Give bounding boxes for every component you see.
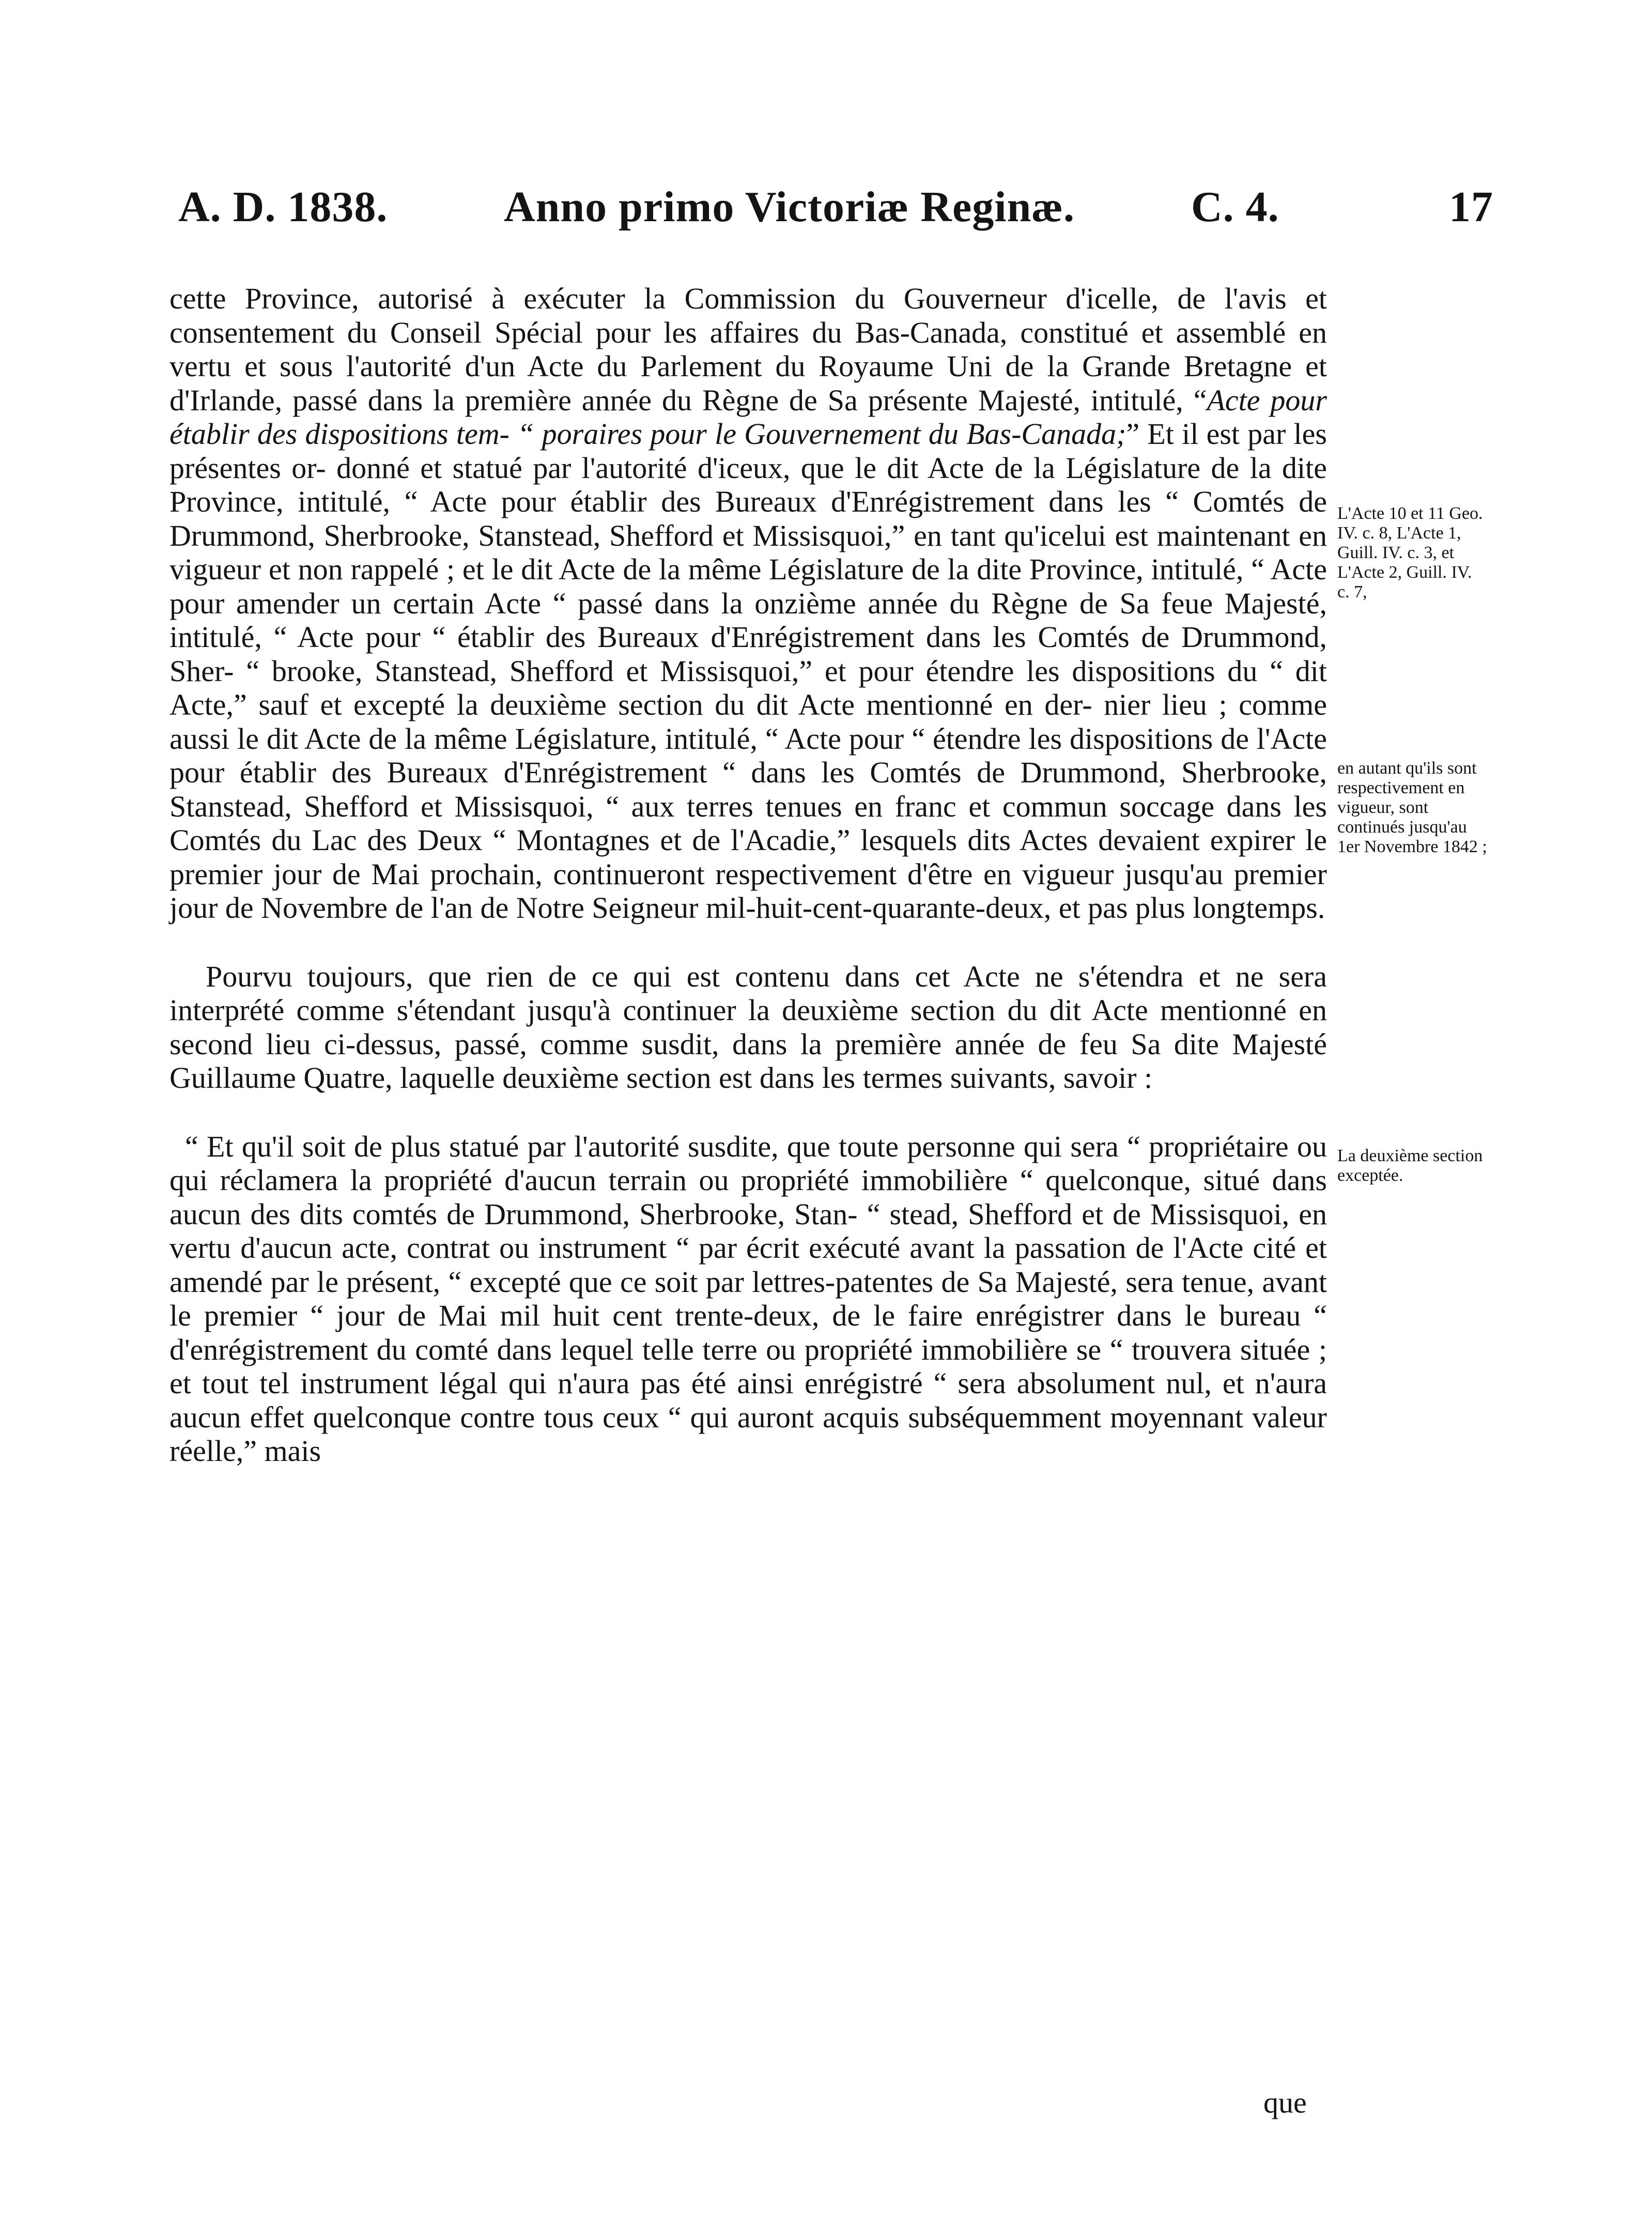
act-title-italic: Acte pour établir des dispositions tem- “ poraires pour le Gouvernement du Bas-Canada; — [169, 383, 1327, 451]
catchword: que — [1263, 2086, 1307, 2119]
header-year: A. D. 1838. — [178, 183, 388, 231]
header-title: Anno primo Victoriæ Reginæ. — [504, 183, 1075, 231]
paragraph-1-text-end: ” Et il est par les présentes or- donné et statué par l'autorité d'iceux, que le dit Acte de la Législature de la dite Province, intitulé, “ Acte pour établir des Bureaux d'Enrégistrement dans les “ Comtés de Drummond, Sherbrooke, Stanstead, Shefford et Missisquoi,” en tant qu'icelui est maintenant en vigueur et non rappelé ; et le dit Acte de la même Législature de la dite Province, intitulé, “ Acte pour amender un certain Acte “ passé dans la onzième année du Règne de Sa feue Majesté, intitulé, “ Acte pour “ établir des Bureaux d'Enrégistrement dans les Comtés de Drummond, Sher- “ brooke, Stanstead, Shefford et Missisquoi,” et pour étendre les dispositions du “ dit Acte,” sauf et excepté la deuxième section du dit Acte mentionné en der- nier lieu ; comme aussi le dit Acte de la même Législature, intitulé, “ Acte pour “ étendre les dispositions de l'Acte pour établir des Bureaux d'Enrégistrement “ dans les Comtés de Drummond, Sherbrooke, Stanstead, Shefford et Missisquoi, “ aux terres tenues en franc et commun soccage dans les Comtés du Lac des Deux “ Montagnes et de l'Acadie,” lesquels dits Actes devaient expirer le premier jour de Mai prochain, continueront respectivement d'être en vigueur jusqu'au premier jour de Novembre de l'an de Notre Seigneur mil-huit-cent-quarante-deux, et pas plus longtemps. — [169, 417, 1327, 925]
paragraph-1-text-start: cette Province, autorisé à exécuter la Commission du Gouverneur d'icelle, de l'avis et consentement du Conseil Spécial pour les affaires du Bas-Canada, constitué et assemblé en vertu et sous l'autorité d'un Acte du Parlement du Royaume Uni de la Grande Bretagne et d'Irlande, passé dans la première année du Règne de Sa présente Majesté, intitulé, “ — [169, 282, 1327, 417]
header-chapter: C. 4. — [1191, 183, 1279, 231]
margin-note-exception: La deuxième section exceptée. — [1337, 1146, 1483, 1185]
running-header — [178, 182, 1493, 234]
page-number: 17 — [1449, 183, 1493, 231]
paragraph-1 — [169, 282, 1327, 925]
margin-note-continuation: en autant qu'ils sont respectivement en vigueur, sont continués jusqu'au 1er Novembre 1842 ; — [1337, 759, 1487, 856]
main-text-column — [169, 282, 1327, 1468]
margin-note-acts-cited: L'Acte 10 et 11 Geo. IV. c. 8, L'Acte 1, Guill. IV. c. 3, et L'Acte 2, Guill. IV. c. 7, — [1337, 504, 1483, 602]
quoted-section-paragraph: “ Et qu'il soit de plus statué par l'autorité susdite, que toute personne qui sera “ propriétaire ou qui réclamera la propriété d'aucun terrain ou propriété immobilière “ quelconque, situé dans aucun des dits comtés de Drummond, Sherbrooke, Stan- “ stead, Shefford et de Missisquoi, en vertu d'aucun acte, contrat ou instrument “ par écrit exécuté avant la passation de l'Acte cité et amendé par le présent, “ excepté que ce soit par lettres-patentes de Sa Majesté, sera tenue, avant le premier “ jour de Mai mil huit cent trente-deux, de le faire enrégistrer dans le bureau “ d'enrégistrement du comté dans lequel telle terre ou propriété immobilière se “ trouvera située ; et tout tel instrument légal qui n'aura pas été ainsi enrégistré “ sera absolument nul, et n'aura aucun effet quelconque contre tous ceux “ qui auront acquis subséquemment moyennant valeur réelle,” mais — [169, 1129, 1327, 1468]
paragraph-2: Pourvu toujours, que rien de ce qui est contenu dans cet Acte ne s'étendra et ne sera interprété comme s'étendant jusqu'à continuer la deuxième section du dit Acte mentionné en second lieu ci-dessus, passé, comme susdit, dans la première année de feu Sa dite Majesté Guillaume Quatre, laquelle deuxième section est dans les termes suivants, savoir : — [169, 959, 1327, 1095]
